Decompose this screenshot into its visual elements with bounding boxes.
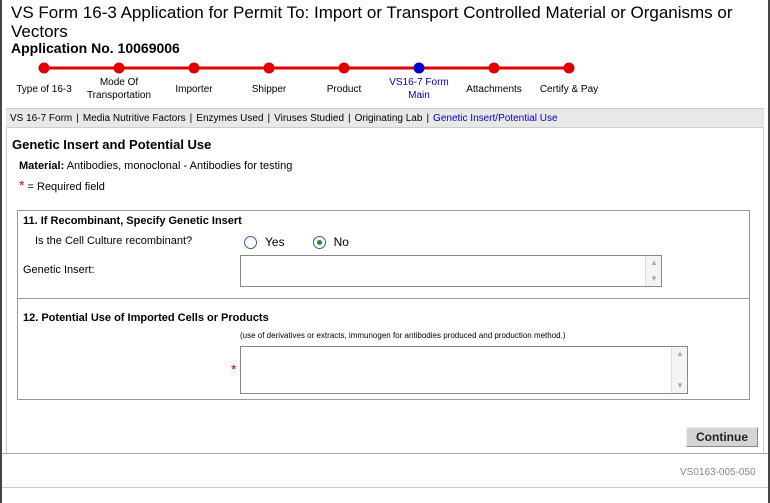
radio-yes-label[interactable]: Yes [265, 235, 285, 249]
tab-viruses-studied[interactable]: Viruses Studied [274, 113, 344, 124]
step-label-product[interactable]: Product [326, 84, 362, 95]
tab-genetic-insert[interactable]: Genetic Insert/Potential Use [433, 113, 558, 124]
step-label-certify[interactable]: Certify & Pay [539, 84, 599, 95]
genetic-insert-scrollbar[interactable] [645, 256, 661, 286]
scroll-down-icon[interactable]: ▼ [676, 381, 684, 390]
potential-use-scrollbar[interactable] [671, 347, 687, 393]
step-label-shipper[interactable]: Shipper [251, 84, 287, 95]
tab-vs16-7-form[interactable]: VS 16-7 Form [10, 113, 73, 124]
required-text: = Required field [27, 181, 105, 193]
step-label-vs16-7[interactable]: VS16-7 Form Main [389, 77, 449, 101]
tab-separator: | [348, 113, 351, 124]
tab-enzymes-used[interactable]: Enzymes Used [196, 113, 264, 124]
radio-no[interactable] [313, 236, 326, 249]
application-number: Application No. 10069006 [11, 40, 180, 56]
step-label-importer[interactable]: Importer [175, 84, 213, 95]
screen-id: VS0163-005-050 [680, 467, 756, 478]
potential-use-textarea[interactable] [240, 346, 688, 394]
material-label: Material: [19, 160, 65, 172]
step-label-type[interactable]: Type of 16-3 [16, 84, 72, 95]
q12-required-star: * [231, 361, 237, 377]
progress-stepper [0, 58, 770, 104]
tab-separator: | [189, 113, 193, 124]
scroll-up-icon[interactable]: ▲ [650, 258, 658, 267]
subnav-tabs [6, 108, 764, 128]
step-dot-type[interactable] [39, 63, 50, 74]
material-value: Antibodies, monoclonal - Antibodies for testing [66, 160, 293, 172]
stepper-track [0, 58, 770, 78]
scroll-up-icon[interactable]: ▲ [676, 349, 684, 358]
recombinant-question: Is the Cell Culture recombinant? [35, 235, 193, 247]
panel-divider [17, 298, 750, 299]
step-dot-attachments[interactable] [489, 63, 500, 74]
step-label-mode[interactable]: Mode Of Transportation [86, 77, 152, 101]
tab-separator: | [76, 113, 79, 124]
section-title: Genetic Insert and Potential Use [12, 137, 212, 152]
required-star: * [19, 177, 25, 193]
step-dot-vs16-7[interactable] [414, 63, 425, 74]
step-dot-product[interactable] [339, 63, 350, 74]
tab-separator: | [426, 113, 430, 124]
radio-no-label[interactable]: No [333, 235, 349, 249]
recombinant-radio-group [244, 235, 377, 249]
status-bar [2, 487, 768, 503]
continue-button[interactable]: Continue [686, 427, 758, 447]
step-dot-importer[interactable] [189, 63, 200, 74]
radio-yes[interactable] [244, 236, 257, 249]
tab-media-nutritive-factors[interactable]: Media Nutritive Factors [82, 113, 186, 124]
material-info [19, 160, 292, 172]
q11-title: 11. If Recombinant, Specify Genetic Insert [23, 215, 242, 227]
scroll-down-icon[interactable]: ▼ [650, 274, 658, 283]
required-legend [19, 177, 105, 193]
footer-divider [2, 453, 768, 454]
q12-title: 12. Potential Use of Imported Cells or Products [23, 312, 269, 324]
tab-separator: | [267, 113, 271, 124]
genetic-insert-textarea[interactable] [240, 255, 662, 287]
genetic-insert-label: Genetic Insert: [23, 264, 95, 276]
step-dot-certify[interactable] [564, 63, 575, 74]
q12-hint: (use of derivatives or extracts, immunogen for antibodies produced and production method.) [240, 331, 566, 340]
step-label-attachments[interactable]: Attachments [466, 84, 522, 95]
step-dot-mode[interactable] [114, 63, 125, 74]
step-dot-shipper[interactable] [264, 63, 275, 74]
page-title: VS Form 16-3 Application for Permit To: Import or Transport Controlled Material or Organisms or Vectors [11, 3, 733, 41]
tab-originating-lab[interactable]: Originating Lab [354, 113, 423, 124]
